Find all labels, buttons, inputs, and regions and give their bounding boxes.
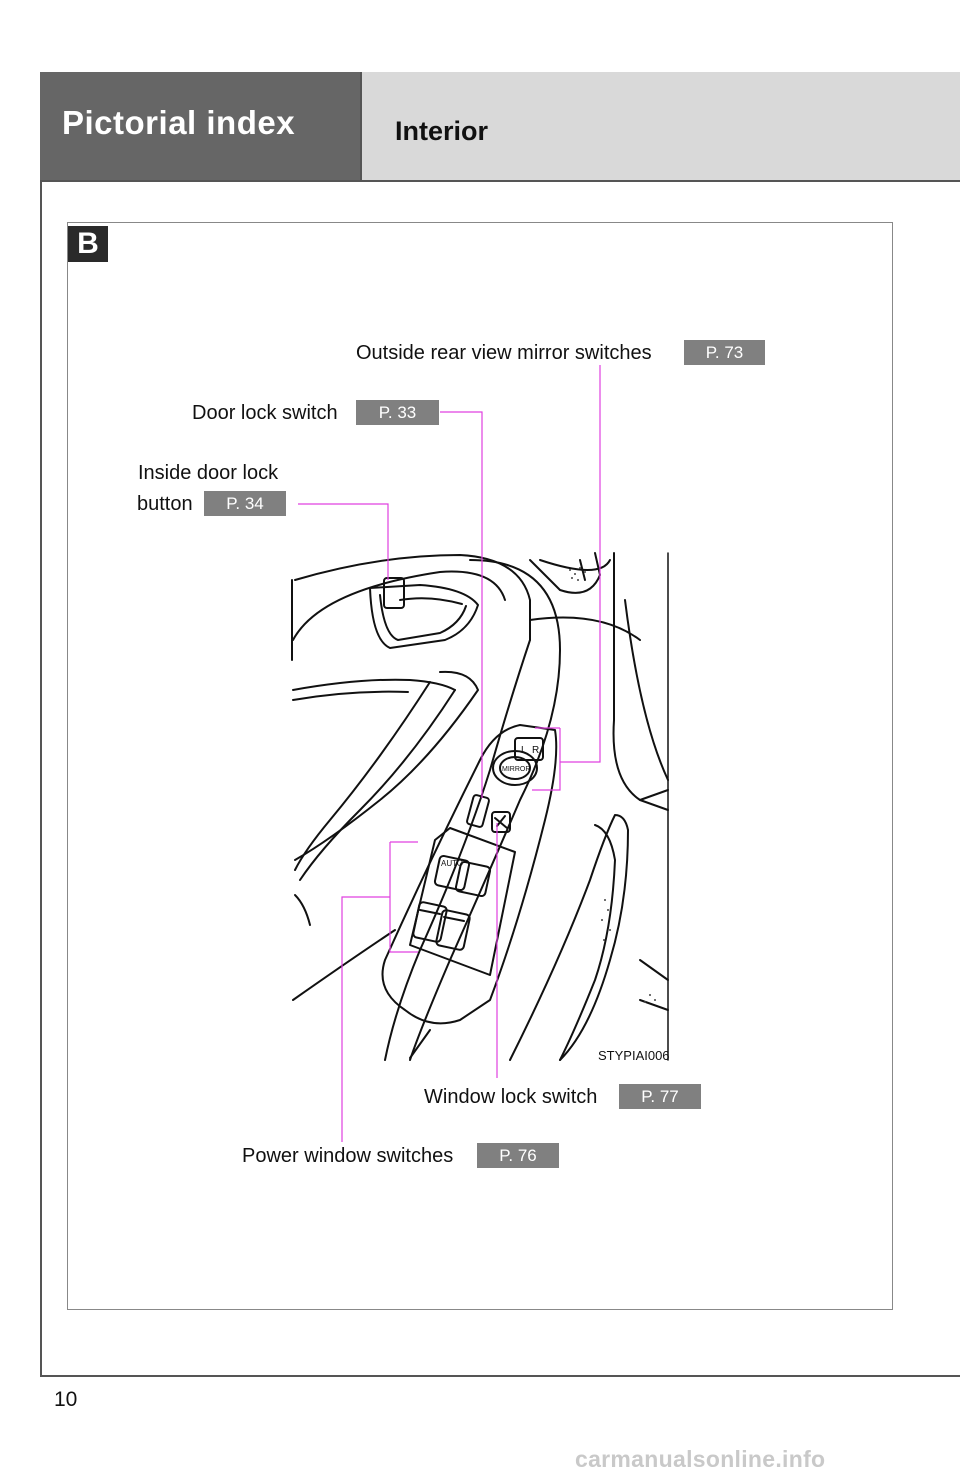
mirror-r-label: R	[532, 745, 540, 756]
page-number: 10	[54, 1388, 78, 1411]
window-lock-switch-label: Window lock switch	[424, 1086, 598, 1108]
section-badge: B	[68, 226, 108, 262]
door-lock-switch-label: Door lock switch	[192, 402, 338, 424]
window-lock-switch-page-ref[interactable]: P. 77	[619, 1084, 701, 1109]
auto-label: AUTO	[441, 859, 464, 868]
mirror-switches-label: Outside rear view mirror switches	[356, 342, 652, 364]
inside-door-lock-page-ref[interactable]: P. 34	[204, 491, 286, 516]
inside-door-lock-label-line1: Inside door lock	[138, 462, 279, 484]
power-window-switches-page-ref[interactable]: P. 76	[477, 1143, 559, 1168]
mirror-switch-label: MIRROR	[502, 766, 531, 773]
illustration-code: STYPIAI006	[598, 1048, 670, 1063]
power-window-switches-label: Power window switches	[242, 1145, 454, 1167]
subsection-title: Interior	[395, 116, 489, 146]
door-lock-switch-page-ref[interactable]: P. 33	[356, 400, 439, 425]
section-title: Pictorial index	[62, 104, 296, 141]
mirror-switches-page-ref[interactable]: P. 73	[684, 340, 765, 365]
inside-door-lock-label-line2: button	[137, 493, 193, 515]
mirror-l-label: L	[521, 745, 527, 756]
watermark: carmanualsonline.info	[575, 1446, 826, 1472]
